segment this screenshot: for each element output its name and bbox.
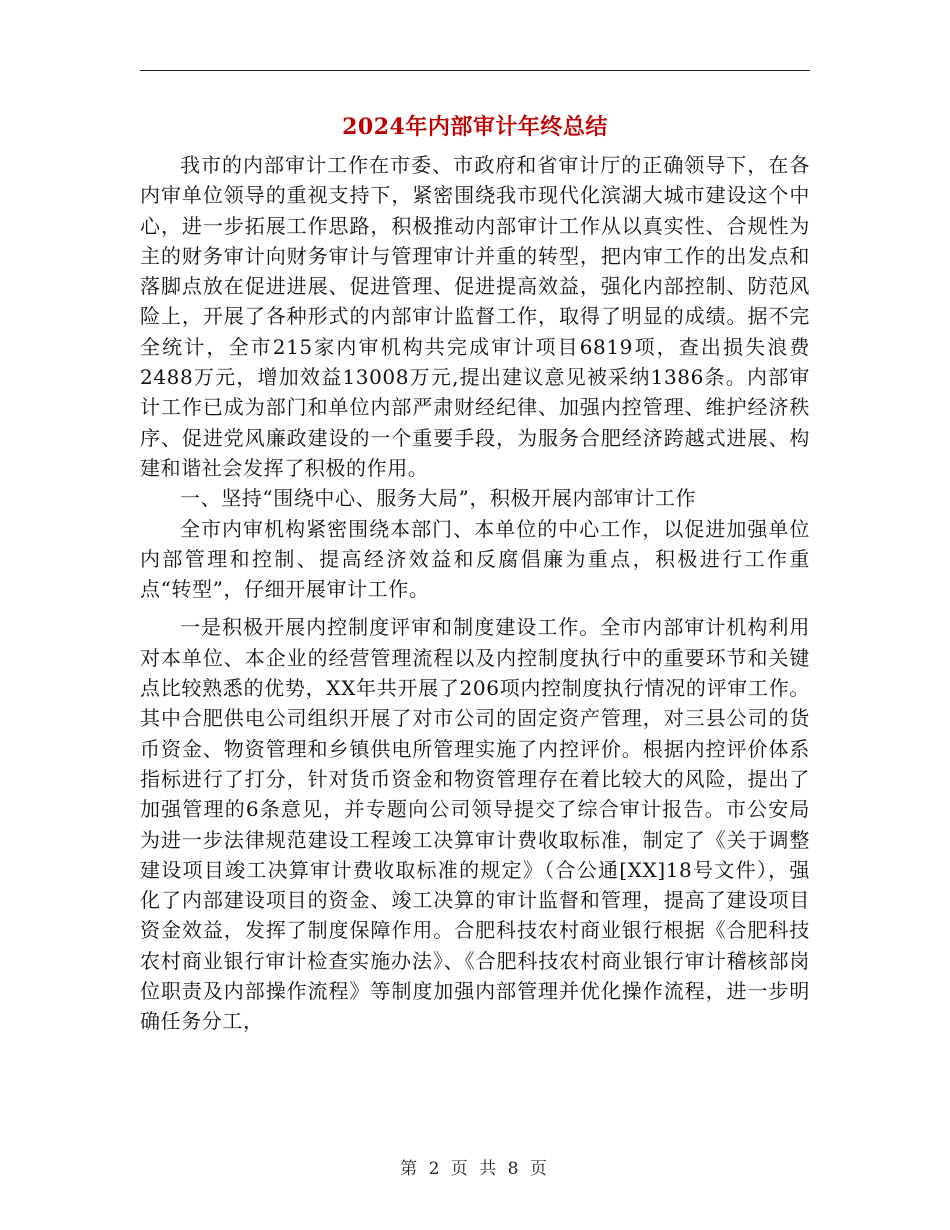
paragraph-section-1: 全市内审机构紧密围绕本部门、本单位的中心工作，以促进加强单位内部管理和控制、提高经济效益和反腐倡廉为重点，积极进行工作重点“转型”，仔细开展审计工作。 — [140, 516, 810, 602]
paragraph-intro: 我市的内部审计工作在市委、市政府和省审计厅的正确领导下，在各内审单位领导的重视支持下，紧密围绕我市现代化滨湖大城市建设这个中心，进一步拓展工作思路，积极推动内部审计工作从以真实性、合规性为主的财务审计向财务审计与管理审计并重的转型，把内审工作的出发点和落脚点放在促进进展、促进管理、促进提高效益，强化内部控制、防范风险上，开展了各种形式的内部审计监督工作，取得了明显的成绩。据不完全统计，全市215家内审机构共完成审计项目6819项，查出损失浪费2488万元，增加效益13008万元,提出建议意见被采纳1386条。内部审计工作已成为部门和单位内部严肃财经纪律、加强内控管理、维护经济秩序、促进党风廉政建设的一个重要手段，为服务合肥经济跨越式进展、构建和谐社会发挥了积极的作用。 — [140, 153, 810, 480]
document-title: 2024年内部审计年终总结 — [342, 114, 608, 140]
page-number-footer: 第 2 页 共 8 页 — [400, 1159, 550, 1179]
header-rule — [140, 70, 810, 71]
document-body — [140, 150, 810, 1037]
section-heading-1: 一、坚持“围绕中心、服务大局”，积极开展内部审计工作 — [180, 486, 697, 511]
paragraph-internal-control: 一是积极开展内控制度评审和制度建设工作。全市内部审计机构利用对本单位、本企业的经营管理流程以及内控制度执行中的重要环节和关键点比较熟悉的优势，XX年共开展了206项内控制度执行情况的评审工作。其中合肥供电公司组织开展了对市公司的固定资产管理，对三县公司的货币资金、物资管理和乡镇供电所管理实施了内控评价。根据内控评价体系指标进行了打分，针对货币资金和物资管理存在着比较大的风险，提出了加强管理的6条意见，并专题向公司领导提交了综合审计报告。市公安局为进一步法律规范建设工程竣工决算审计费收取标准，制定了《关于调整建设项目竣工决算审计费收取标准的规定》（合公通[XX]18号文件），强化了内部建设项目的资金、竣工决算的审计监督和管理，提高了建设项目资金效益，发挥了制度保障作用。合肥科技农村商业银行根据《合肥科技农村商业银行审计检查实施办法》、《合肥科技农村商业银行审计稽核部岗位职责及内部操作流程》等制度加强内部管理并优化操作流程，进一步明确任务分工， — [140, 615, 810, 1034]
